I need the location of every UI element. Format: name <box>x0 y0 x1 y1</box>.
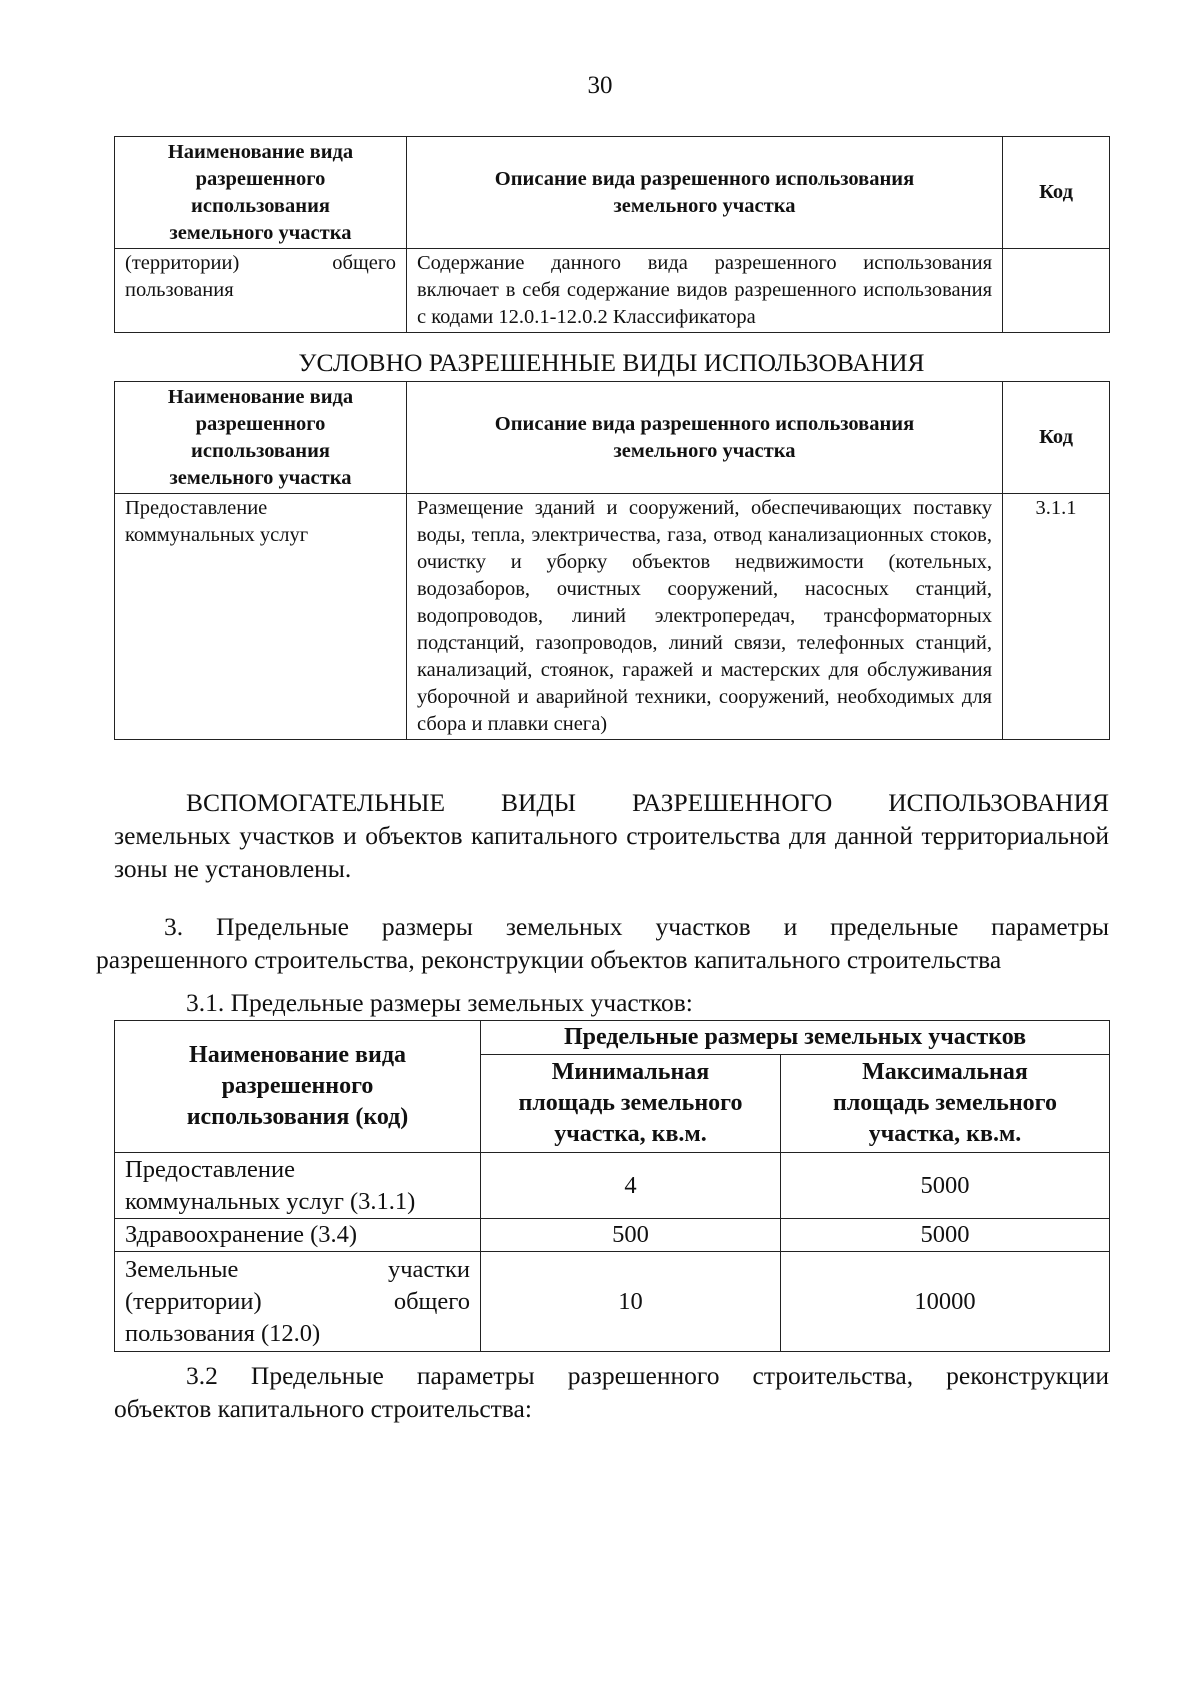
table-row <box>115 249 1110 333</box>
use-name-cell <box>115 1252 481 1352</box>
table-row <box>115 1219 1110 1252</box>
header-line: Наименование вида <box>167 385 354 408</box>
table-row <box>115 1153 1110 1219</box>
header-line: использования <box>191 194 330 217</box>
header-use-description <box>407 382 1003 494</box>
paragraph-line: объектов капитального строительства: <box>114 1394 532 1423</box>
header-line: земельного участка <box>169 466 352 489</box>
permitted-uses-table-continued <box>114 136 1110 333</box>
header-line: участка, кв.м. <box>554 1121 707 1147</box>
header-max-area <box>781 1055 1110 1153</box>
name-line: Предоставление <box>125 1155 296 1183</box>
header-use-name-code <box>115 1021 481 1153</box>
header-line: Наименование вида <box>167 140 354 163</box>
use-name-cell <box>115 1153 481 1219</box>
max-area-cell: 5000 <box>781 1153 1110 1219</box>
use-name-cell <box>115 249 407 333</box>
header-line: площадь земельного <box>833 1090 1057 1116</box>
name-line: коммунальных услуг <box>125 524 309 546</box>
header-use-name <box>115 382 407 494</box>
min-area-cell: 4 <box>481 1153 781 1219</box>
name-line: Предоставление <box>125 497 268 519</box>
header-line: использования <box>191 439 330 462</box>
name-line <box>125 1286 470 1318</box>
section-3-2-paragraph <box>114 1359 1109 1425</box>
use-code-cell: 3.1.1 <box>1003 494 1110 740</box>
conditional-uses-table <box>114 381 1110 740</box>
name-line: Здравоохранение (3.4) <box>125 1221 358 1248</box>
header-line: разрешенного <box>195 167 326 190</box>
section-3-heading <box>96 910 1109 976</box>
header-use-name <box>115 137 407 249</box>
table-row <box>115 494 1110 740</box>
use-description-cell: Содержание данного вида разрешенного использования включает в себя содержание видов разрешенного использования с кодами 12.0.1-12.0.2 Классификатора <box>407 249 1003 333</box>
paragraph-line: 3.2 Предельные параметры разрешенного строительства, реконструкции <box>186 1361 1109 1390</box>
header-line: Максимальная <box>862 1059 1028 1085</box>
name-word: общего <box>332 252 396 274</box>
header-line: Минимальная <box>551 1059 710 1085</box>
paragraph-line: 3. Предельные размеры земельных участков и предельные параметры <box>164 912 1109 941</box>
header-code: Код <box>1003 382 1110 494</box>
name-line: пользования <box>125 279 234 301</box>
page-number: 30 <box>587 72 613 99</box>
table-header-row <box>115 137 1110 249</box>
name-word: участки <box>387 1255 470 1283</box>
table-header-row <box>115 1021 1110 1055</box>
header-line: земельного участка <box>613 439 796 462</box>
name-word: (территории) <box>125 252 240 274</box>
paragraph-line: ВСПОМОГАТЕЛЬНЫЕ ВИДЫ РАЗРЕШЕННОГО ИСПОЛЬЗОВАНИЯ <box>186 788 1109 817</box>
name-line <box>125 1254 470 1286</box>
header-line: земельного участка <box>613 194 796 217</box>
section-3-1-heading: 3.1. Предельные размеры земельных участков: <box>186 988 693 1017</box>
name-line: коммунальных услуг (3.1.1) <box>125 1187 416 1215</box>
name-word: Земельные <box>125 1255 239 1283</box>
header-code: Код <box>1003 137 1110 249</box>
use-description-cell: Размещение зданий и сооружений, обеспечивающих поставку воды, тепла, электричества, газа, отвод канализационных стоков, очистку и уборку объектов недвижимости (котельных, водозаборов, очистных сооружений, насосных станций, водопроводов, линий электропередач, трансформаторных подстанций, газопроводов, линий связи, телефонных станций, канализаций, стоянок, гаражей и мастерских для обслуживания уборочной и аварийной техники, сооружений, необходимых для сбора и плавки снега) <box>407 494 1003 740</box>
name-line <box>125 250 396 277</box>
header-line: Описание вида разрешенного использования <box>494 412 915 435</box>
conditional-uses-heading: УСЛОВНО РАЗРЕШЕННЫЕ ВИДЫ ИСПОЛЬЗОВАНИЯ <box>298 348 925 377</box>
name-word: (территории) <box>125 1287 262 1315</box>
header-min-area <box>481 1055 781 1153</box>
header-line: Наименование вида <box>189 1042 406 1068</box>
paragraph-line: разрешенного строительства, реконструкции объектов капитального строительства <box>96 945 1002 974</box>
header-size-limits-group: Предельные размеры земельных участков <box>481 1021 1110 1055</box>
header-line: использования (код) <box>186 1104 409 1130</box>
use-name-cell <box>115 1219 481 1252</box>
table-row <box>115 1252 1110 1352</box>
header-line: Описание вида разрешенного использования <box>494 167 915 190</box>
header-line: площадь земельного <box>518 1090 743 1116</box>
min-area-cell: 500 <box>481 1219 781 1252</box>
max-area-cell: 10000 <box>781 1252 1110 1352</box>
header-line: разрешенного <box>195 412 326 435</box>
header-use-description <box>407 137 1003 249</box>
auxiliary-uses-paragraph <box>114 786 1109 885</box>
name-line: пользования (12.0) <box>125 1319 321 1347</box>
table-header-row <box>115 382 1110 494</box>
paragraph-line: земельных участков и объектов капитального строительства для данной территориальной зоны не установлены. <box>114 821 1109 883</box>
plot-size-limits-table <box>114 1020 1110 1352</box>
use-name-cell <box>115 494 407 740</box>
header-line: разрешенного <box>221 1073 374 1099</box>
header-line: земельного участка <box>169 221 352 244</box>
min-area-cell: 10 <box>481 1252 781 1352</box>
max-area-cell: 5000 <box>781 1219 1110 1252</box>
header-line: участка, кв.м. <box>868 1121 1022 1147</box>
name-word: общего <box>393 1287 470 1315</box>
use-code-cell <box>1003 249 1110 333</box>
